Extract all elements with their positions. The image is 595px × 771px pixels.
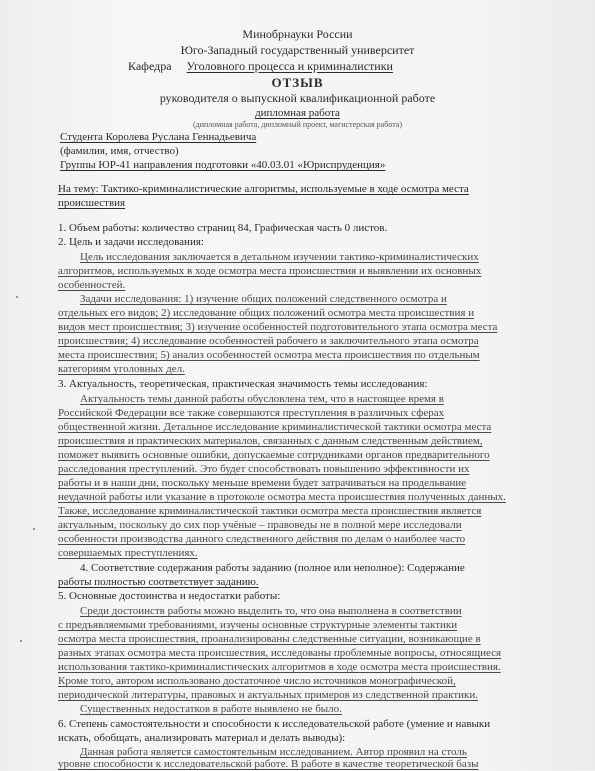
section-5-text: разных этапах осмотра места происшествия, исследованы проблемные вопросы, относящиеся — [58, 647, 502, 659]
section-2-title: 2. Цель и задачи исследования: — [58, 236, 204, 248]
section-3-text: неудачной работы или указание в протоколе осмотра места происшествия полученных данных. — [58, 491, 506, 503]
topic-line-2: происшествия — [58, 197, 126, 209]
section-5-text: осмотра места происшествия, проанализированы следственные ситуации, возникающие в — [58, 633, 481, 645]
section-3-text: Российской Федерации все также совершаются преступления в различных сферах — [58, 407, 445, 419]
section-5-text: периодической литературы, правовых и актуальных примеров из следственной практики. — [58, 689, 479, 701]
section-5-text: Кроме того, автором использовано достаточное число источников монографической, — [58, 675, 456, 687]
section-6-text: Данная работа является самостоятельным исследованием. Автор проявил на столь — [80, 746, 467, 758]
section-3-text: совершаемых преступлениях. — [58, 547, 198, 559]
ministry-line: Минобрнауки России — [242, 27, 353, 41]
section-3-text: поможет выявить основные ошибки, допускаемые сотрудниками органов предварительного — [58, 449, 490, 461]
section-4-text: 4. Соответствие содержания работы заданию (полное или неполное): Содержание — [80, 562, 465, 574]
section-5-title: 5. Основные достоинства и недостатки работы: — [58, 590, 281, 602]
section-5-text: Существенных недостатков в работе выявлено не было. — [80, 703, 342, 715]
section-3-text: расследования преступлений. Это будет способствовать повышению эффективности их — [58, 463, 470, 475]
section-3-text: актуальным, поскольку до сих пор учёные – правоведы не в полной мере исследовали — [58, 519, 462, 531]
work-type: дипломная работа — [255, 107, 340, 119]
section-2-text: алгоритмов, используемых в ходе осмотра места происшествия и выявлении их основных — [58, 265, 482, 277]
section-6-text: уровне способности к исследовательской работе. В работе в качестве теоретической базы — [58, 758, 479, 770]
section-2-text: Цель исследования заключается в детальном изучении тактико-криминалистических — [80, 251, 479, 263]
work-type-hint: (дипломная работа, дипломный проект, магистерская работа) — [192, 120, 403, 129]
topic-line-1: На тему: Тактико-криминалистические алгоритмы, используемые в ходе осмотра места — [58, 183, 469, 195]
section-5-text: Среди достоинств работы можно выделить то, что она выполнена в соответствии — [80, 605, 462, 617]
university-line: Юго-Западный государственный университет — [180, 43, 415, 57]
section-5-text: с предъявляемыми требованиями, изучены основные структурные элементы тактики — [58, 619, 458, 631]
section-3-text: работы и в наши дни, поскольку меньше времени будет затрачиваться на продельвание — [58, 477, 467, 489]
section-5-text: использования тактико-криминалистических алгоритмов в ходе осмотра места происшествия. — [58, 661, 501, 673]
document-title: ОТЗЫВ — [271, 75, 324, 90]
department-line — [128, 60, 393, 73]
scan-speck — [20, 640, 22, 642]
section-2-text: происшествия; 4) исследование особенностей рабочего и заключительного этапа осмотра — [58, 335, 479, 347]
section-2-text: видов мест происшествия; 3) изучение особенностей подготовительного этапа осмотра места — [58, 321, 498, 333]
section-4-text: работы полностью соответствует заданию. — [58, 576, 259, 588]
section-3-text: общественной жизни. Детальное исследование криминалистической тактики осмотра места — [58, 421, 492, 433]
section-6-text: искать, обобщать, анализировать материал и делать выводы): — [58, 732, 346, 744]
section-3-text: особенности производства данного следственного действия по делам о наиболее часто — [58, 533, 466, 545]
department-name: Уголовного процесса и криминалистики — [186, 59, 393, 73]
section-2-text: категориям уголовных дел. — [58, 363, 185, 375]
section-3-title: 3. Актуальность, теоретическая, практическая значимость темы исследования: — [58, 378, 428, 390]
section-3-text: Также, исследование криминалистической тактики осмотра места происшествия является — [58, 505, 482, 517]
scan-speck — [16, 296, 18, 298]
student-group: Группы ЮР-41 направления подготовки «40.03.01 «Юриспруденция» — [60, 159, 386, 171]
section-2-text: места происшествия; 5) анализ особенностей осмотра места происшествия по отдельным — [58, 349, 480, 361]
section-2-text: Задачи исследования: 1) изучение общих положений следственного осмотра и — [80, 293, 447, 305]
student-name: Студента Королева Руслана Геннадьевича — [60, 131, 257, 143]
section-6-text: 6. Степень самостоятельности и способности к исследовательской работе (умение и навыки — [58, 718, 491, 730]
section-3-text: происшествия и практических материалов, связанных с данным следственным действием, — [58, 435, 483, 447]
section-1-volume: 1. Объем работы: количество страниц 84, Графическая часть 0 листов. — [58, 222, 388, 234]
section-2-text: особенностей. — [58, 279, 126, 291]
document-subtitle: руководителя о выпускной квалификационной работе — [159, 91, 436, 105]
student-name-hint: (фамилия, имя, отчество) — [60, 145, 179, 157]
section-2-text: отдельных его видов; 2) исследование общих положений осмотра места происшествия и — [58, 307, 475, 319]
scan-speck — [33, 528, 35, 530]
department-prefix: Кафедра — [128, 59, 172, 73]
section-3-text: Актуальность темы данной работы обусловлена тем, что в настоящее время в — [80, 393, 444, 405]
